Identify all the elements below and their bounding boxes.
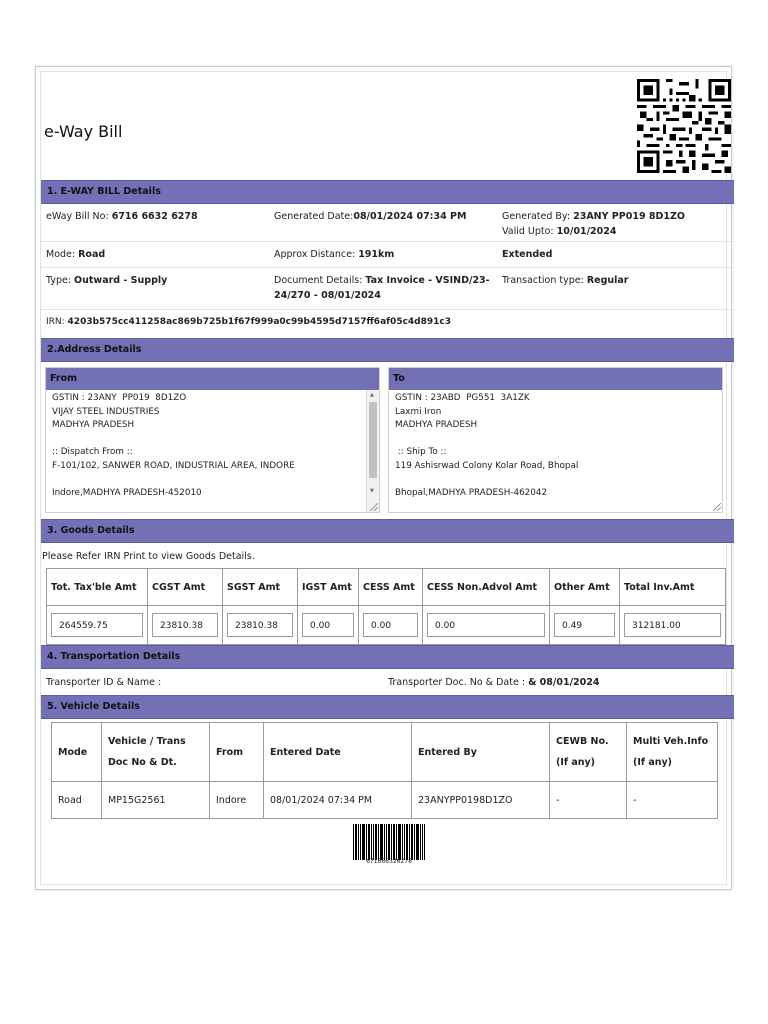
barcode-number: 671666326278 [366, 858, 412, 865]
goods-header: IGST Amt [298, 569, 359, 606]
goods-header: CESS Amt [359, 569, 423, 606]
resize-handle-icon[interactable] [370, 503, 378, 511]
scroll-up-icon[interactable]: ▲ [370, 392, 374, 398]
from-address-text: GSTIN : 23ANY PP019 8D1ZO VIJAY STEEL INDUSTRIES MADHYA PRADESH :: Dispatch From :: F-101/102, SANWER ROAD, INDUSTRIAL AREA, INDORE Indore,MADHYA PRADESH-452010 [52, 393, 295, 499]
to-label: To [389, 368, 722, 390]
transporter-id: Transporter ID & Name : [46, 677, 162, 688]
goods-table [46, 568, 726, 645]
irn: IRN: 4203b575cc411258ac869b725b1f67f999a0c99b4595d7157ff6af05c4d891c3 [46, 317, 452, 327]
vehicle-table [51, 722, 718, 819]
extended-label: Extended [502, 249, 553, 260]
generated-by: Generated By: 23ANY PP019 8D1ZO Valid Upto: 10/01/2024 [502, 211, 685, 237]
goods-value-igst: 0.00 [302, 613, 354, 637]
to-address-box[interactable] [388, 367, 723, 513]
page-title: e-Way Bill [44, 122, 123, 141]
mode: Mode: Road [46, 249, 106, 260]
section-transport-header: 4. Transportation Details [41, 645, 734, 669]
section-ewb-details-header: 1. E-WAY BILL Details [41, 180, 734, 204]
irn-row [41, 310, 734, 336]
vehicle-cell-from: Indore [210, 782, 264, 819]
qr-code [637, 78, 731, 174]
vehicle-cell-cewb: - [550, 782, 627, 819]
vehicle-row [52, 782, 718, 819]
vehicle-header: Vehicle / Trans Doc No & Dt. [102, 723, 210, 782]
from-scrollbar[interactable] [366, 390, 379, 512]
vehicle-cell-entered-date: 08/01/2024 07:34 PM [264, 782, 412, 819]
scroll-down-icon[interactable]: ▼ [370, 488, 374, 494]
section-goods-header: 3. Goods Details [41, 519, 734, 543]
vehicle-cell-number: MP15G2561 [102, 782, 210, 819]
goods-header: CESS Non.Advol Amt [423, 569, 550, 606]
goods-value-taxable: 264559.75 [51, 613, 143, 637]
goods-value-total: 312181.00 [624, 613, 721, 637]
vehicle-header: Multi Veh.Info (If any) [627, 723, 718, 782]
vehicle-header: CEWB No. (If any) [550, 723, 627, 782]
goods-value-row [47, 606, 726, 645]
eway-bill-sheet [35, 66, 732, 890]
sheet-inner [40, 71, 727, 885]
goods-note: Please Refer IRN Print to view Goods Details. [42, 551, 255, 562]
section-vehicle-header: 5. Vehicle Details [41, 695, 734, 719]
to-address-text: GSTIN : 23ABD PG551 3A1ZK Laxmi Iron MADHYA PRADESH :: Ship To :: 119 Ashisrwad Colony Kolar Road, Bhopal Bhopal,MADHYA PRADESH-462042 [395, 393, 579, 499]
goods-value-cess: 0.00 [363, 613, 418, 637]
goods-value-cess-nonadvol: 0.00 [427, 613, 545, 637]
goods-value-sgst: 23810.38 [227, 613, 293, 637]
vehicle-header: Entered Date [264, 723, 412, 782]
vehicle-header: Mode [52, 723, 102, 782]
goods-header: Tot. Tax'ble Amt [47, 569, 148, 606]
ewb-row-2 [41, 242, 734, 268]
ewb-no: eWay Bill No: 6716 6632 6278 [46, 211, 198, 222]
scroll-thumb[interactable] [369, 402, 377, 478]
generated-date: Generated Date:08/01/2024 07:34 PM [274, 211, 467, 222]
vehicle-cell-entered-by: 23ANYPP0198D1ZO [412, 782, 550, 819]
goods-header: Other Amt [550, 569, 620, 606]
from-label: From [46, 368, 379, 390]
section-address-header: 2.Address Details [41, 338, 734, 362]
ewb-row-3 [41, 268, 734, 310]
from-address-box[interactable] [45, 367, 380, 513]
transaction-type: Transaction type: Regular [502, 275, 629, 286]
goods-header: Total Inv.Amt [620, 569, 726, 606]
goods-header-row [47, 569, 726, 606]
goods-value-other: 0.49 [554, 613, 615, 637]
ewb-row-1 [41, 204, 734, 242]
vehicle-header-row [52, 723, 718, 782]
goods-header: SGST Amt [223, 569, 298, 606]
vehicle-cell-mode: Road [52, 782, 102, 819]
barcode [353, 824, 425, 860]
resize-handle-icon[interactable] [713, 503, 721, 511]
vehicle-header: Entered By [412, 723, 550, 782]
approx-distance: Approx Distance: 191km [274, 249, 395, 260]
goods-header: CGST Amt [148, 569, 223, 606]
type: Type: Outward - Supply [46, 275, 168, 286]
document-details: Document Details: Tax Invoice - VSIND/23- 24/270 - 08/01/2024 [274, 275, 490, 301]
transporter-doc: Transporter Doc. No & Date : & 08/01/2024 [388, 677, 600, 688]
vehicle-header: From [210, 723, 264, 782]
goods-value-cgst: 23810.38 [152, 613, 218, 637]
vehicle-cell-multi-veh: - [627, 782, 718, 819]
